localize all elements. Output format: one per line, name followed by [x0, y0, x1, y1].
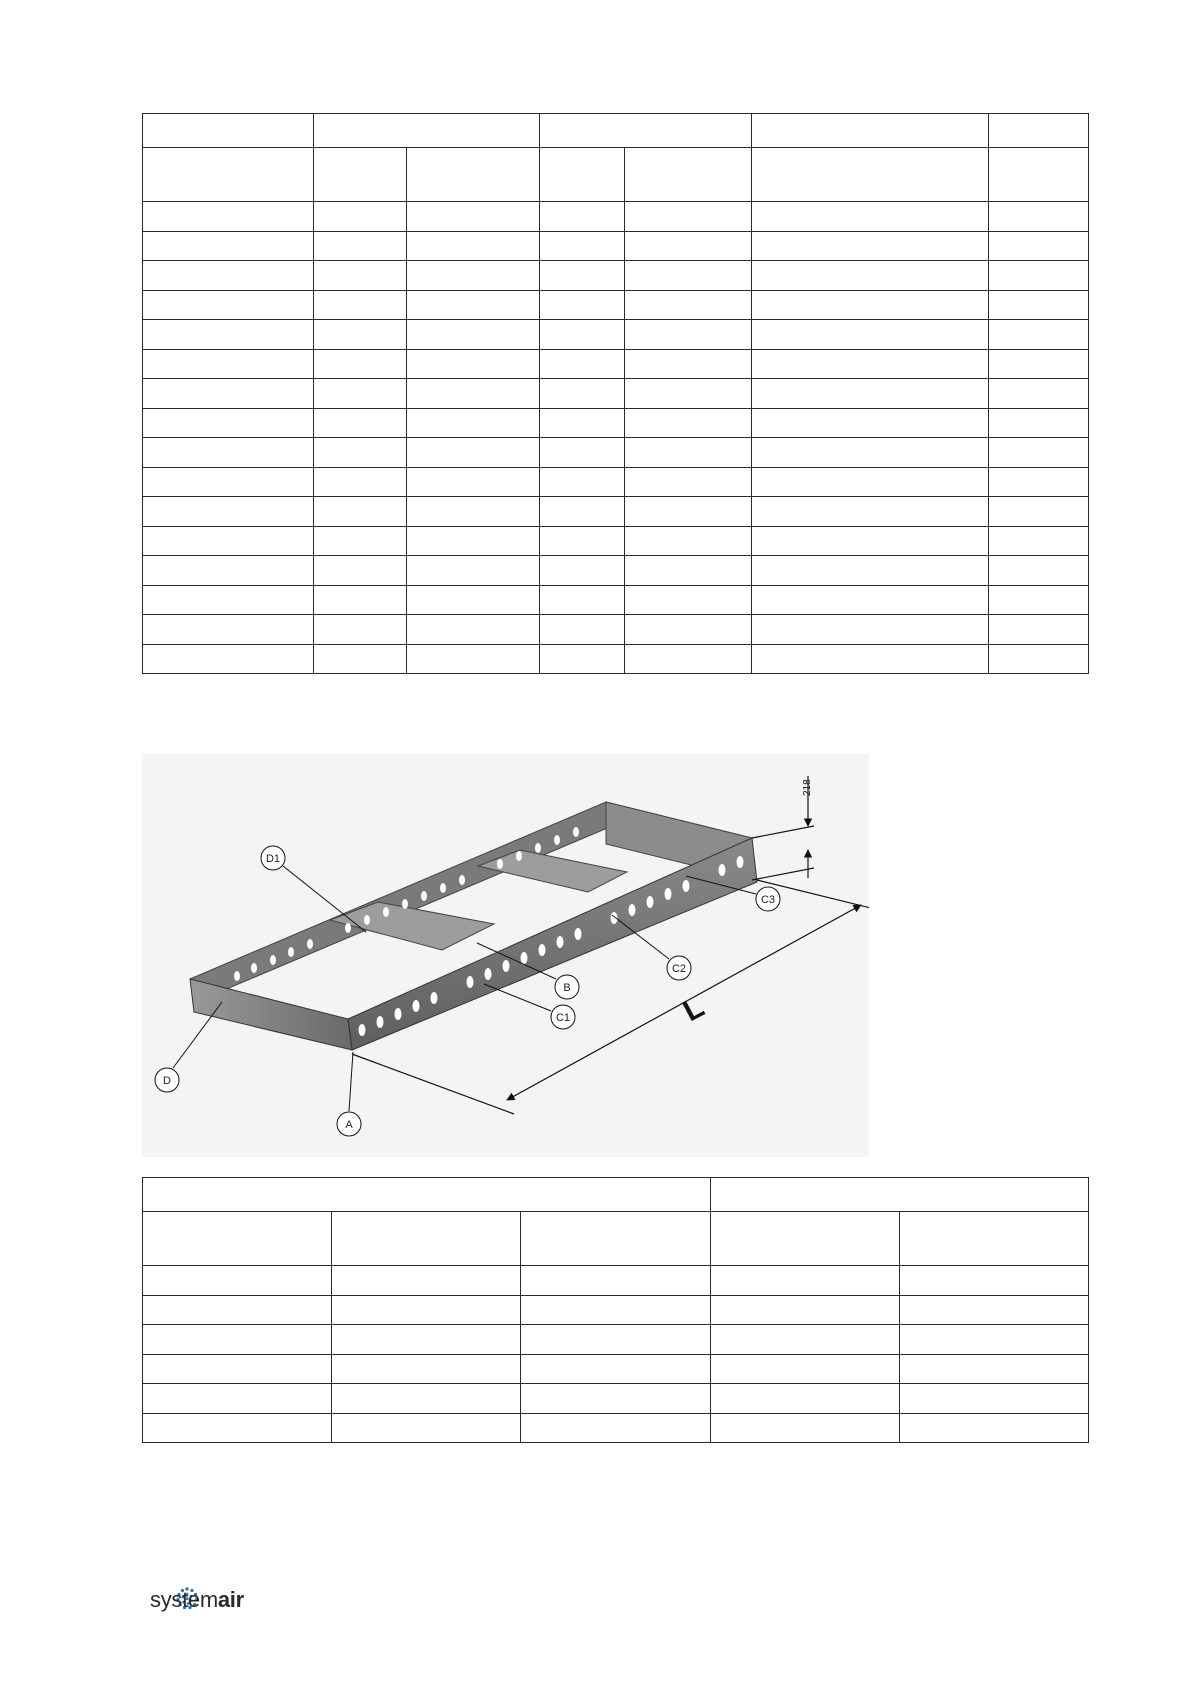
table-cell: [314, 349, 407, 379]
table-cell: [625, 408, 752, 438]
table-cell: [143, 261, 314, 291]
table-cell: [407, 585, 540, 615]
lower-table: [142, 1177, 1089, 1443]
upper-table-row: [143, 615, 1089, 645]
table-cell: [625, 585, 752, 615]
header-cell: [143, 114, 314, 148]
table-cell: [625, 349, 752, 379]
table-cell: [625, 231, 752, 261]
table-cell: [314, 467, 407, 497]
table-cell: [332, 1384, 521, 1414]
table-cell: [521, 1266, 711, 1296]
table-cell: [143, 379, 314, 409]
table-cell: [989, 556, 1089, 586]
table-cell: [314, 438, 407, 468]
header-cell: [314, 148, 407, 202]
header-cell: [314, 114, 540, 148]
header-cell: [143, 148, 314, 202]
base-frame-figure: [142, 754, 869, 1157]
table-cell: [314, 202, 407, 232]
table-cell: [314, 231, 407, 261]
upper-table-row: [143, 438, 1089, 468]
lower-table-header-row-2: [143, 1212, 1089, 1266]
table-cell: [900, 1354, 1089, 1384]
table-cell: [989, 526, 1089, 556]
logo-text-bold: air: [217, 1587, 244, 1612]
table-cell: [625, 556, 752, 586]
table-cell: [540, 467, 625, 497]
table-cell: [407, 231, 540, 261]
table-cell: [314, 320, 407, 350]
table-cell: [752, 497, 989, 527]
table-cell: [314, 585, 407, 615]
table-cell: [625, 526, 752, 556]
upper-table-row: [143, 556, 1089, 586]
table-cell: [407, 556, 540, 586]
header-cell: [521, 1212, 711, 1266]
table-cell: [625, 379, 752, 409]
lower-table-row: [143, 1295, 1089, 1325]
table-cell: [540, 585, 625, 615]
table-cell: [407, 408, 540, 438]
table-cell: [625, 438, 752, 468]
table-cell: [989, 585, 1089, 615]
label-height-218: 218: [802, 779, 813, 796]
systemair-wordmark: [150, 1587, 244, 1613]
table-cell: [143, 349, 314, 379]
table-cell: [540, 349, 625, 379]
table-cell: [407, 261, 540, 291]
table-cell: [625, 261, 752, 291]
table-cell: [900, 1413, 1089, 1443]
upper-table-row: [143, 585, 1089, 615]
table-cell: [143, 1413, 332, 1443]
upper-table-row: [143, 526, 1089, 556]
table-cell: [989, 320, 1089, 350]
lower-table-row: [143, 1413, 1089, 1443]
table-cell: [752, 467, 989, 497]
upper-table-row: [143, 202, 1089, 232]
table-cell: [752, 585, 989, 615]
table-cell: [407, 202, 540, 232]
table-cell: [540, 615, 625, 645]
label-b: B: [563, 982, 571, 994]
table-cell: [752, 261, 989, 291]
table-cell: [989, 615, 1089, 645]
table-cell: [752, 438, 989, 468]
header-cell: [143, 1212, 332, 1266]
table-cell: [332, 1295, 521, 1325]
header-cell: [540, 114, 752, 148]
upper-table-row: [143, 644, 1089, 674]
lower-table-row: [143, 1354, 1089, 1384]
table-cell: [143, 526, 314, 556]
upper-table-row: [143, 320, 1089, 350]
table-cell: [314, 261, 407, 291]
table-cell: [143, 320, 314, 350]
table-cell: [989, 644, 1089, 674]
header-cell: [711, 1212, 900, 1266]
logo-text-regular: system: [150, 1587, 218, 1612]
table-cell: [143, 1325, 332, 1355]
header-cell: [752, 114, 989, 148]
table-cell: [752, 290, 989, 320]
label-c2: C2: [671, 963, 687, 975]
table-cell: [752, 408, 989, 438]
table-cell: [540, 644, 625, 674]
table-cell: [407, 320, 540, 350]
table-cell: [521, 1354, 711, 1384]
table-cell: [314, 526, 407, 556]
table-cell: [989, 408, 1089, 438]
table-cell: [752, 644, 989, 674]
upper-table-row: [143, 261, 1089, 291]
header-cell: [900, 1212, 1089, 1266]
table-cell: [625, 615, 752, 645]
table-cell: [900, 1384, 1089, 1414]
table-cell: [989, 467, 1089, 497]
table-cell: [332, 1413, 521, 1443]
table-cell: [711, 1413, 900, 1443]
table-cell: [314, 497, 407, 527]
table-cell: [989, 438, 1089, 468]
header-cell: [143, 1178, 711, 1212]
upper-table-row: [143, 408, 1089, 438]
table-cell: [314, 615, 407, 645]
upper-table: [142, 113, 1089, 674]
table-cell: [332, 1325, 521, 1355]
table-cell: [752, 320, 989, 350]
table-cell: [407, 290, 540, 320]
lower-table-row: [143, 1325, 1089, 1355]
table-cell: [407, 467, 540, 497]
table-cell: [625, 467, 752, 497]
table-cell: [752, 556, 989, 586]
table-cell: [143, 615, 314, 645]
table-cell: [143, 438, 314, 468]
table-cell: [521, 1413, 711, 1443]
table-cell: [989, 379, 1089, 409]
upper-table-row: [143, 290, 1089, 320]
table-cell: [143, 1384, 332, 1414]
label-a: A: [345, 1119, 353, 1131]
table-cell: [540, 526, 625, 556]
table-cell: [521, 1325, 711, 1355]
table-cell: [143, 556, 314, 586]
header-cell: [625, 148, 752, 202]
table-cell: [407, 526, 540, 556]
table-cell: [540, 320, 625, 350]
label-c3: C3: [760, 894, 776, 906]
table-cell: [625, 497, 752, 527]
label-length-l: L: [677, 990, 710, 1029]
table-cell: [540, 202, 625, 232]
header-cell: [332, 1212, 521, 1266]
upper-table-row: [143, 231, 1089, 261]
table-cell: [625, 290, 752, 320]
table-cell: [540, 379, 625, 409]
table-cell: [540, 497, 625, 527]
lower-table-row: [143, 1266, 1089, 1296]
table-cell: [752, 379, 989, 409]
table-cell: [989, 349, 1089, 379]
table-cell: [143, 1354, 332, 1384]
header-cell: [752, 148, 989, 202]
table-cell: [989, 261, 1089, 291]
upper-table-row: [143, 467, 1089, 497]
table-cell: [314, 379, 407, 409]
table-cell: [407, 438, 540, 468]
table-cell: [143, 1266, 332, 1296]
table-cell: [540, 231, 625, 261]
upper-table-header-row-2: [143, 148, 1089, 202]
table-cell: [143, 497, 314, 527]
table-cell: [540, 261, 625, 291]
table-cell: [143, 290, 314, 320]
table-cell: [521, 1384, 711, 1414]
table-cell: [540, 290, 625, 320]
end-rail-d: [190, 979, 352, 1050]
upper-table-row: [143, 349, 1089, 379]
label-c1: C1: [555, 1012, 571, 1024]
table-cell: [143, 231, 314, 261]
header-cell: [407, 148, 540, 202]
table-cell: [143, 408, 314, 438]
table-cell: [752, 615, 989, 645]
table-cell: [332, 1354, 521, 1384]
table-cell: [407, 497, 540, 527]
upper-table-row: [143, 379, 1089, 409]
table-cell: [711, 1295, 900, 1325]
header-cell: [540, 148, 625, 202]
table-cell: [711, 1325, 900, 1355]
header-cell: [989, 114, 1089, 148]
table-cell: [540, 408, 625, 438]
label-d: D: [163, 1075, 171, 1087]
header-cell: [711, 1178, 1089, 1212]
table-cell: [407, 644, 540, 674]
table-cell: [143, 585, 314, 615]
upper-table-header-row-1: [143, 114, 1089, 148]
table-cell: [540, 556, 625, 586]
label-d1: D1: [265, 853, 281, 865]
table-cell: [989, 202, 1089, 232]
table-cell: [407, 379, 540, 409]
table-cell: [314, 644, 407, 674]
table-cell: [143, 467, 314, 497]
upper-table-row: [143, 497, 1089, 527]
lower-table-header-row-1: [143, 1178, 1089, 1212]
table-cell: [711, 1354, 900, 1384]
table-cell: [625, 202, 752, 232]
table-cell: [989, 497, 1089, 527]
table-cell: [900, 1295, 1089, 1325]
header-cell: [989, 148, 1089, 202]
table-cell: [752, 349, 989, 379]
table-cell: [314, 556, 407, 586]
table-cell: [752, 526, 989, 556]
table-cell: [143, 202, 314, 232]
lower-table-row: [143, 1384, 1089, 1414]
table-cell: [332, 1266, 521, 1296]
table-cell: [900, 1266, 1089, 1296]
table-cell: [407, 615, 540, 645]
table-cell: [314, 408, 407, 438]
table-cell: [625, 320, 752, 350]
table-cell: [314, 290, 407, 320]
table-cell: [625, 644, 752, 674]
table-cell: [143, 1295, 332, 1325]
table-cell: [711, 1384, 900, 1414]
base-frame-drawing: [142, 754, 869, 1157]
table-cell: [711, 1266, 900, 1296]
table-cell: [521, 1295, 711, 1325]
table-cell: [900, 1325, 1089, 1355]
table-cell: [752, 231, 989, 261]
table-cell: [989, 231, 1089, 261]
table-cell: [143, 644, 314, 674]
table-cell: [752, 202, 989, 232]
table-cell: [407, 349, 540, 379]
table-cell: [989, 290, 1089, 320]
table-cell: [540, 438, 625, 468]
